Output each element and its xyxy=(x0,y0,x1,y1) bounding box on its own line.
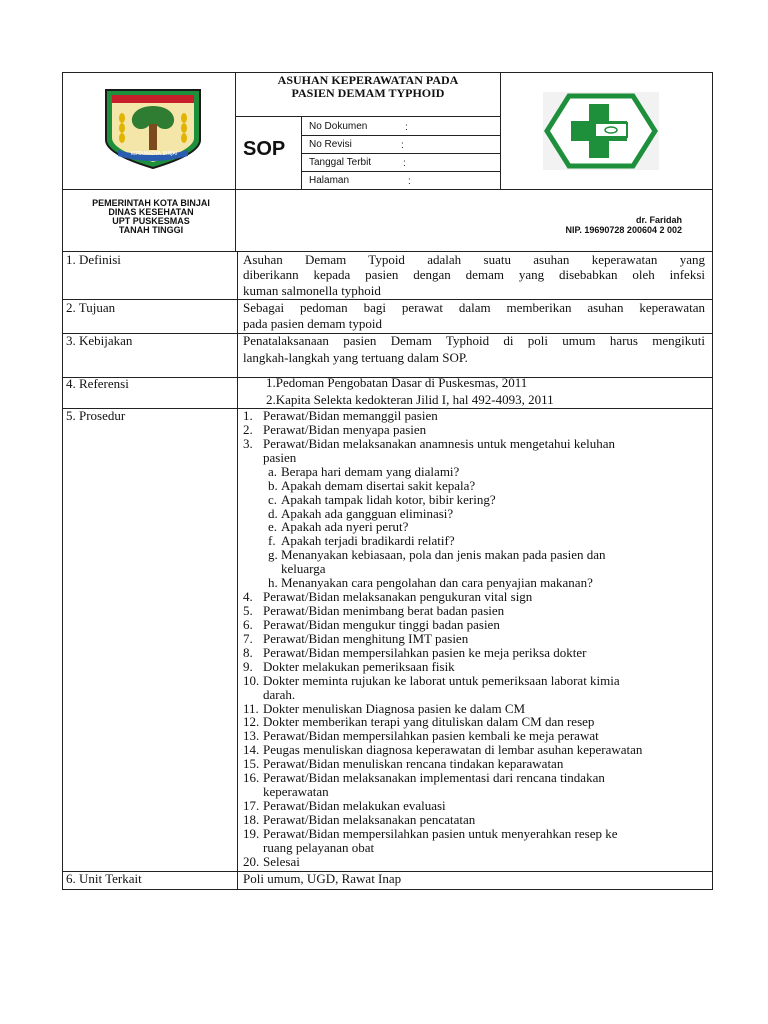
label-definisi: 1. Definisi xyxy=(66,252,121,267)
definisi-line-2: diberikann kepada pasien dengan demam yang disebabkan oleh infeksi xyxy=(243,267,705,282)
prosedur-step-number: 19. xyxy=(243,825,260,841)
prosedur-step-text: Apakah ada gangguan eliminasi? xyxy=(281,505,454,521)
title-line-1: ASUHAN KEPERAWATAN PADA xyxy=(277,73,459,87)
prosedur-step-number: 2. xyxy=(243,421,253,437)
signer-nip: NIP. 19690728 200604 2 002 xyxy=(565,225,682,235)
tujuan-line-1: Sebagai pedoman bagi perawat dalam memberikan asuhan keperawatan xyxy=(243,300,705,315)
prosedur-step-number: 4. xyxy=(243,589,253,605)
meta-label-halaman: Halaman xyxy=(309,175,350,186)
kebijakan-line-2: langkah-langkah yang tertuang dalam SOP. xyxy=(243,350,468,365)
prosedur-step-text: Perawat/Bidan melaksanakan anamnesis untuk mengetahui keluhan xyxy=(263,435,615,451)
title-line-2: PASIEN DEMAM TYPHOID xyxy=(291,86,445,100)
prosedur-step-number: 7. xyxy=(243,630,253,646)
prosedur-step-text: pasien xyxy=(263,449,297,465)
org-line-2: DINAS KESEHATAN xyxy=(108,207,194,217)
definisi-line-3: kuman salmonella typhoid xyxy=(243,283,381,298)
label-unit-terkait: 6. Unit Terkait xyxy=(66,871,142,886)
prosedur-step-text: Perawat/Bidan menghitung IMT pasien xyxy=(263,630,469,646)
prosedur-step-number: 3. xyxy=(243,435,253,451)
kebijakan-line-1: Penatalaksanaan pasien Demam Typhoid di poli umum harus mengikuti xyxy=(243,333,705,348)
prosedur-step-text: Perawat/Bidan mempersilahkan pasien ke meja periksa dokter xyxy=(263,644,587,660)
prosedur-step-text: Dokter melakukan pemeriksaan fisik xyxy=(263,658,455,674)
prosedur-step-text: Apakah tampak lidah kotor, bibir kering? xyxy=(281,491,496,507)
prosedur-step-number: 12. xyxy=(243,714,260,730)
prosedur-step-number: f. xyxy=(268,533,276,549)
prosedur-step-text: Perawat/Bidan melaksanakan pengukuran vital sign xyxy=(263,589,533,605)
prosedur-step-number: 17. xyxy=(243,798,260,814)
prosedur-step-number: g. xyxy=(268,547,278,563)
prosedur-step-number: d. xyxy=(268,505,278,521)
prosedur-step-text: Perawat/Bidan menimbang berat badan pasien xyxy=(263,603,505,619)
referensi-item-1: 1.Pedoman Pengobatan Dasar di Puskesmas, 2011 xyxy=(266,375,528,390)
prosedur-step-text: ruang pelayanan obat xyxy=(263,839,375,855)
definisi-line-1: Asuhan Demam Typoid adalah suatu asuhan keperawatan yang xyxy=(243,252,705,267)
puskesmas-logo xyxy=(543,92,659,175)
prosedur-step-text: Perawat/Bidan mengukur tinggi badan pasien xyxy=(263,616,500,632)
meta-label-tanggal: Tanggal Terbit xyxy=(309,157,372,168)
prosedur-step-text: Perawat/Bidan menyapa pasien xyxy=(263,421,427,437)
meta-label-dokumen: No Dokumen xyxy=(309,121,368,132)
label-prosedur: 5. Prosedur xyxy=(66,408,126,423)
org-line-1: PEMERINTAH KOTA BINJAI xyxy=(92,198,210,208)
prosedur-step-number: 8. xyxy=(243,644,253,660)
city-crest-logo xyxy=(100,88,206,175)
prosedur-step-number: a. xyxy=(268,463,278,479)
prosedur-step-number: 9. xyxy=(243,658,253,674)
prosedur-step-text: keperawatan xyxy=(263,784,329,800)
prosedur-step-text: Apakah demam disertai sakit kepala? xyxy=(281,477,476,493)
referensi-item-2: 2.Kapita Selekta kedokteran Jilid I, hal 492-4093, 2011 xyxy=(266,392,554,407)
prosedur-step-number: 10. xyxy=(243,672,260,688)
org-line-4: TANAH TINGGI xyxy=(118,225,184,235)
prosedur-step-number: b. xyxy=(268,477,278,493)
meta-label-revisi: No Revisi xyxy=(309,139,352,150)
prosedur-step-text: Apakah terjadi bradikardi relatif? xyxy=(281,533,455,549)
prosedur-step-number: 11. xyxy=(243,700,259,716)
prosedur-step-number: 16. xyxy=(243,770,260,786)
label-tujuan: 2. Tujuan xyxy=(66,300,116,315)
prosedur-step-number: 14. xyxy=(243,742,260,758)
meta-value-halaman: : xyxy=(408,176,411,187)
signer-name: dr. Faridah xyxy=(635,215,682,225)
prosedur-step-text: Selesai xyxy=(263,853,300,869)
prosedur-step-text: Perawat/Bidan memanggil pasien xyxy=(263,408,438,423)
prosedur-step-text: darah. xyxy=(263,686,296,702)
unit-terkait-value: Poli umum, UGD, Rawat Inap xyxy=(243,871,402,886)
prosedur-step-number: h. xyxy=(268,575,278,591)
prosedur-step-number: 15. xyxy=(243,756,260,772)
prosedur-step-number: 5. xyxy=(243,603,253,619)
prosedur-step-text: Perawat/Bidan mempersilahkan pasien kembali ke meja perawat xyxy=(263,728,599,744)
org-line-3: UPT PUSKESMAS xyxy=(112,216,190,226)
prosedur-step-text: Dokter menuliskan Diagnosa pasien ke dalam CM xyxy=(263,700,526,716)
label-kebijakan: 3. Kebijakan xyxy=(66,333,133,348)
prosedur-step-text: Menanyakan cara pengolahan dan cara penyajian makanan? xyxy=(281,575,593,591)
prosedur-step-number: 18. xyxy=(243,811,260,827)
prosedur-step-text: Perawat/Bidan melaksanakan implementasi dari rencana tindakan xyxy=(263,770,605,786)
sop-label: SOP xyxy=(243,138,286,160)
prosedur-step-number: c. xyxy=(268,491,278,507)
tujuan-line-2: pada pasien demam typoid xyxy=(243,316,382,331)
prosedur-step-number: 1. xyxy=(243,408,253,423)
crest-banner-text: KOTAMADYA BINJAI xyxy=(130,151,178,157)
prosedur-step-text: Perawat/Bidan melakukan evaluasi xyxy=(263,798,446,814)
label-referensi: 4. Referensi xyxy=(66,376,129,391)
prosedur-step-text: Dokter memberikan terapi yang dituliskan dalam CM dan resep xyxy=(263,714,595,730)
prosedur-step-text: Dokter meminta rujukan ke laborat untuk pemeriksaan laborat kimia xyxy=(263,672,620,688)
prosedur-step-text: Perawat/Bidan melaksanakan pencatatan xyxy=(263,811,476,827)
prosedur-step-number: 6. xyxy=(243,616,253,632)
prosedur-step-number: 20. xyxy=(243,853,260,869)
meta-value-tanggal: : xyxy=(403,158,406,169)
meta-value-revisi: : xyxy=(401,140,404,151)
meta-value-dokumen: : xyxy=(405,122,408,133)
prosedur-step-text: Perawat/Bidan mempersilahkan pasien untuk menyerahkan resep ke xyxy=(263,825,618,841)
prosedur-step-text: Berapa hari demam yang dialami? xyxy=(281,463,460,479)
prosedur-step-text: Menanyakan kebiasaan, pola dan jenis makan pada pasien dan xyxy=(281,547,606,563)
prosedur-step-text: Peugas menuliskan diagnosa keperawatan di lembar asuhan keperawatan xyxy=(263,742,643,758)
prosedur-step-text: Apakah ada nyeri perut? xyxy=(281,519,409,535)
prosedur-step-text: Perawat/Bidan menuliskan rencana tindakan keparawatan xyxy=(263,756,564,772)
prosedur-step-text: keluarga xyxy=(281,561,326,577)
prosedur-step-number: 13. xyxy=(243,728,260,744)
prosedur-step-number: e. xyxy=(268,519,278,535)
